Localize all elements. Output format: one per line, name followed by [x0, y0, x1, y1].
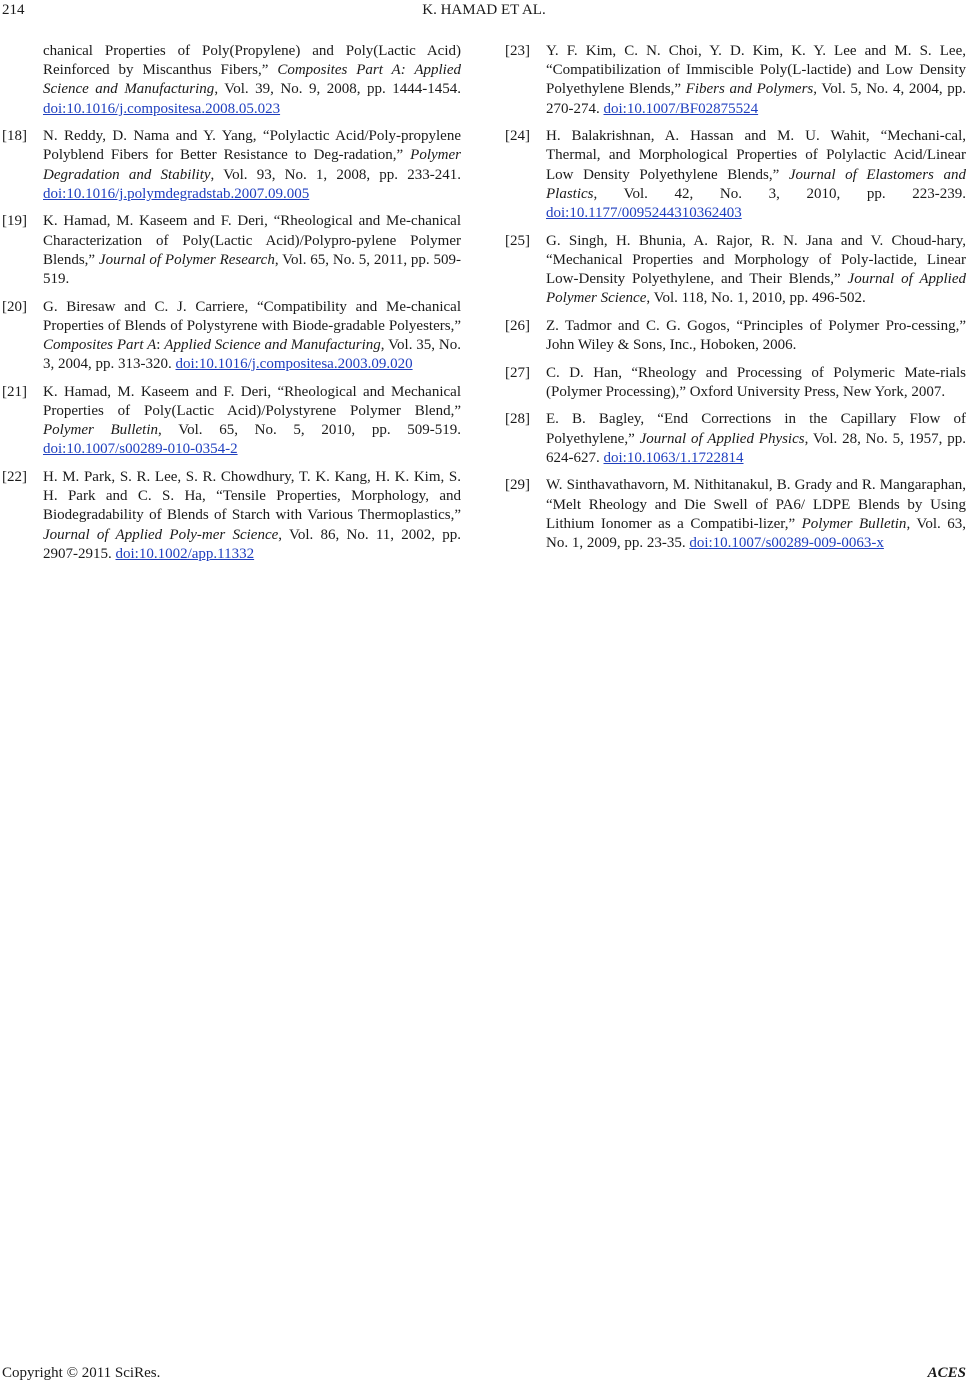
running-title: K. HAMAD ET AL. — [422, 2, 546, 18]
doi-link[interactable]: doi:10.1016/j.compositesa.2008.05.023 — [43, 100, 281, 117]
doi-link[interactable]: doi:10.1016/j.compositesa.2003.09.020 — [175, 356, 413, 373]
journal-abbreviation: ACES — [927, 1365, 966, 1381]
reference-22: [22] H. M. Park, S. R. Lee, S. R. Chowdhury, T. K. Kang, H. K. Kim, S. H. Park and C. S. Ha, “Tensile Properties, Morphology, and Biodegradability of Blends of Starch with Various Thermoplastics,” Journal of Applied Poly-mer Science, Vol. 86, No. 11, 2002, pp. 2907-2915. doi:10.1002/app.11332 — [2, 468, 461, 564]
reference-number: [25] — [505, 232, 530, 249]
doi-link[interactable]: doi:10.1007/s00289-010-0354-2 — [43, 441, 238, 458]
reference-number: [20] — [2, 298, 27, 315]
reference-20: [20] G. Biresaw and C. J. Carriere, “Compatibility and Me-chanical Properties of Blends of Polystyrene with Biode-gradable Polyesters,” Composites Part A: Applied Science and Manufacturing, Vol. 35, No. 3, 2004, pp. 313-320. doi:10.1016/j.compositesa.2003.09.020 — [2, 298, 461, 375]
left-column — [2, 42, 461, 572]
right-column — [505, 42, 966, 562]
reference-26 — [505, 317, 966, 355]
doi-link[interactable]: doi:10.1063/1.1722814 — [603, 449, 744, 466]
reference-19: [19] K. Hamad, M. Kaseem and F. Deri, “Rheological and Me-chanical Characterization of Poly(Lactic Acid)/Polypro-pylene Polymer Blends,” Journal of Polymer Research, Vol. 65, No. 5, 2011, pp. 509-519. — [2, 212, 461, 289]
page-number: 214 — [2, 2, 25, 18]
reference-24: [24] H. Balakrishnan, A. Hassan and M. U. Wahit, “Mechani-cal, Thermal, and Morphological Properties of Polylactic Acid/Linear Low Density Polyethylene Blends,” Journal of Elastomers and Plastics, Vol. 42, No. 3, 2010, pp. 223-239. doi:10.1177/0095244310362403 — [505, 127, 966, 223]
doi-link[interactable]: doi:10.1002/app.11332 — [115, 545, 255, 562]
reference-number: [22] — [2, 469, 27, 486]
reference-25: [25] G. Singh, H. Bhunia, A. Rajor, R. N. Jana and V. Choud-hary, “Mechanical Properties and Morphology of Poly-lactide, Linear Low-Density Polyethylene, and Their Blends,” Journal of Applied Polymer Science, Vol. 118, No. 1, 2010, pp. 496-502. — [505, 232, 966, 309]
journal-title: Polymer Bulletin — [43, 422, 159, 439]
reference-18: [18] N. Reddy, D. Nama and Y. Yang, “Polylactic Acid/Poly-propylene Polyblend Fibers for Better Resistance to Deg-radation,” Polymer Degradation and Stability, Vol. 93, No. 1, 2008, pp. 233-241. doi:10.1016/j.polymdegradstab.2007.09.005 — [2, 127, 461, 204]
reference-29: [29] W. Sinthavathavorn, M. Nithitanakul, B. Grady and R. Mangaraphan, “Melt Rheology and Die Swell of PA6/ LDPE Blends by Using Lithium Ionomer as a Compatibi-lizer,” Polymer Bulletin, Vol. 63, No. 1, 2009, pp. 23-35. doi:10.1007/s00289-009-0063-x — [505, 476, 966, 553]
reference-number: [19] — [2, 213, 27, 230]
doi-link[interactable]: doi:10.1007/BF02875524 — [603, 100, 759, 117]
reference-number: [29] — [505, 477, 530, 494]
reference-number: [26] — [505, 317, 530, 334]
journal-subtitle: Applied Science and Manufacturing — [164, 337, 381, 354]
reference-number: [24] — [505, 128, 530, 145]
reference-text: Z. Tadmor and C. G. Gogos, “Principles of Polymer Pro-cessing,” John Wiley & Sons, Inc., Hoboken, 2006. — [546, 317, 966, 354]
journal-title: Journal of Applied Poly-mer Science — [43, 526, 279, 543]
journal-title: Polymer Degradation and Stability — [43, 147, 461, 183]
reference-number: [27] — [505, 364, 530, 381]
reference-number: [23] — [505, 43, 530, 59]
reference-21: [21] K. Hamad, M. Kaseem and F. Deri, “Rheological and Mechanical Properties of Poly(Lactic Acid)/Polystyrene Polymer Blend,” Polymer Bulletin, Vol. 65, No. 5, 2010, pp. 509-519. doi:10.1007/s00289-010-0354-2 — [2, 383, 461, 460]
reference-text: C. D. Han, “Rheology and Processing of Polymeric Mate-rials (Polymer Processing),” Oxford University Press, New York, 2007. — [546, 364, 966, 400]
doi-link[interactable]: doi:10.1177/0095244310362403 — [546, 205, 742, 222]
copyright-notice: Copyright © 2011 SciRes. — [2, 1365, 161, 1381]
journal-title: Fibers and Polymers — [685, 81, 814, 98]
journal-title: Journal of Applied Polymer Science — [546, 271, 966, 307]
reference-28: [28] E. B. Bagley, “End Corrections in the Capillary Flow of Polyethylene,” Journal of Applied Physics, Vol. 28, No. 5, 1957, pp. 624-627. doi:10.1063/1.1722814 — [505, 410, 966, 468]
journal-title: Journal of Applied Physics — [639, 430, 805, 447]
doi-link[interactable]: doi:10.1007/s00289-009-0063-x — [689, 535, 884, 552]
journal-title: Composites Part A — [43, 337, 157, 354]
reference-27 — [505, 364, 966, 402]
doi-link[interactable]: doi:10.1016/j.polymdegradstab.2007.09.005 — [43, 185, 310, 202]
journal-title: Composites Part A: Applied Science and Manufacturing — [43, 62, 461, 98]
journal-title: Polymer Bulletin — [801, 515, 907, 532]
journal-title: Journal of Elastomers and Plastics — [546, 166, 966, 202]
reference-number: [28] — [505, 411, 530, 428]
journal-title: Journal of Polymer Research — [98, 251, 275, 268]
reference-number: [18] — [2, 128, 27, 145]
reference-17-continued: chanical Properties of Poly(Propylene) and Poly(Lactic Acid) Reinforced by Miscanthus Fibers,” Composites Part A: Applied Science and Manufacturing, Vol. 39, No. 9, 2008, pp. 1444-1454. doi:10.1016/j.compositesa.2008.05.023 — [43, 43, 461, 117]
reference-23: [23] Y. F. Kim, C. N. Choi, Y. D. Kim, K. Y. Lee and M. S. Lee, “Compatibilization of Immiscible Poly(L-lactide) and Low Density Polyethylene Blends,” Fibers and Polymers, Vol. 5, No. 4, 2004, pp. 270-274. doi:10.1007/BF02875524 — [505, 42, 966, 119]
reference-number: [21] — [2, 383, 27, 400]
